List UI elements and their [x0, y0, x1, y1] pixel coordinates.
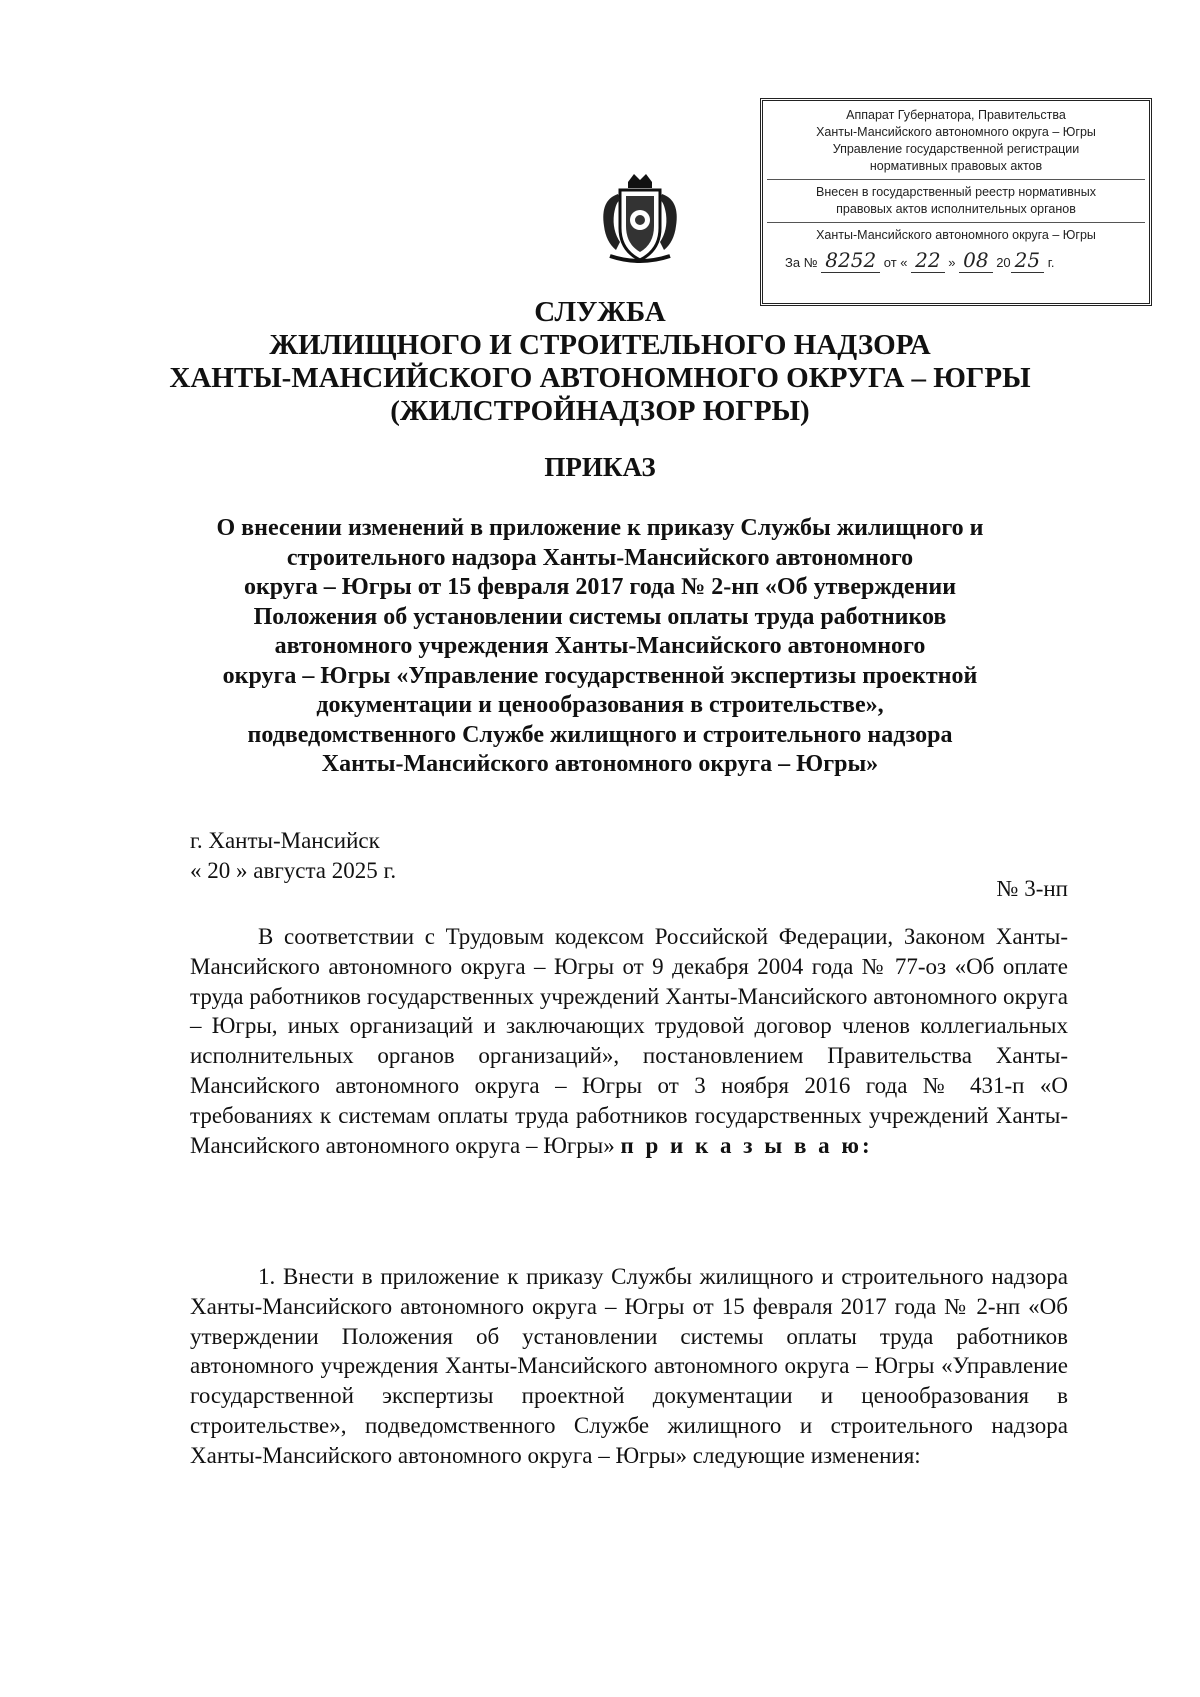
stamp-line-7: Ханты-Мансийского автономного округа – Югры	[816, 228, 1096, 242]
stamp-line-1: Аппарат Губернатора, Правительства	[846, 108, 1066, 122]
reg-year-prefix: 20	[996, 255, 1011, 270]
stamp-line-2: Ханты-Мансийского автономного округа – Югры	[816, 125, 1096, 139]
subject-line: Положения об установлении системы оплаты труда работников	[253, 603, 947, 630]
reg-from: от «	[883, 255, 908, 270]
order-date: « 20 » августа 2025 г.	[190, 858, 397, 883]
stamp-line-5: Внесен в государственный реестр нормативных	[816, 185, 1096, 199]
subject-line: подведомственного Службе жилищного и строительного надзора	[247, 721, 953, 748]
stamp-registration-line	[767, 248, 1145, 272]
org-line-4: (ЖИЛСТРОЙНАДЗОР ЮГРЫ)	[390, 395, 810, 427]
reg-month: 08	[959, 248, 992, 273]
coat-of-arms-icon	[590, 170, 690, 266]
order-subject	[150, 514, 1050, 780]
stamp-line-4: нормативных правовых актов	[869, 159, 1043, 173]
subject-line: О внесении изменений в приложение к приказу Службы жилищного и	[216, 515, 984, 541]
reg-day: 22	[911, 248, 944, 273]
preamble-text: В соответствии с Трудовым кодексом Российской Федерации, Законом Ханты-Мансийского автономного округа – Югры от 9 декабря 2004 года № 77-оз «Об оплате труда работников государственных учреждений Ханты-Мансийского автономного округа – Югры, иных организаций и заключающих трудовой договор членов коллегиальных исполнительных органов организаций», постановлением Правительства Ханты-Мансийского автономного округа – Югры от 3 ноября 2016 года № 431-п «О требованиях к системам оплаты труда работников государственных учреждений Ханты-Мансийского автономного округа – Югры»	[190, 924, 1068, 1158]
order-number: № 3-нп	[996, 876, 1068, 901]
stamp-divider	[767, 222, 1145, 223]
stamp-divider	[767, 179, 1145, 180]
subject-line: автономного учреждения Ханты-Мансийского автономного	[274, 633, 926, 659]
stamp-line-6: правовых актов исполнительных органов	[836, 202, 1076, 216]
place-date-block	[190, 826, 396, 886]
item-1-paragraph: 1. Внести в приложение к приказу Службы жилищного и строительного надзора Ханты-Мансийского автономного округа – Югры от 15 февраля 2017 года № 2-нп «Об утверждении Положения об установлении системы оплаты труда работников автономного учреждения Ханты-Мансийского автономного округа – Югры «Управление государственной экспертизы проектной документации и ценообразования в строительстве», подведомственного Службе жилищного и строительного надзора Ханты-Мансийского автономного округа – Югры» следующие изменения:	[190, 1264, 1068, 1468]
reg-mid: »	[948, 255, 956, 270]
subject-line: Ханты-Мансийского автономного округа – Югры»	[321, 751, 879, 777]
place: г. Ханты-Мансийск	[190, 828, 380, 853]
registration-stamp	[760, 98, 1152, 306]
preamble-paragraph	[190, 922, 1068, 1160]
subject-line: округа – Югры «Управление государственной экспертизы проектной	[222, 662, 978, 689]
reg-number: 8252	[821, 248, 880, 273]
org-line-3: ХАНТЫ-МАНСИЙСКОГО АВТОНОМНОГО ОКРУГА – ЮГРЫ	[169, 362, 1031, 394]
subject-line: округа – Югры от 15 февраля 2017 года № 2-нп «Об утверждении	[243, 574, 957, 600]
order-verb: п р и к а з ы в а ю:	[620, 1132, 873, 1158]
reg-end: г.	[1047, 255, 1055, 270]
stamp-line-3: Управление государственной регистрации	[832, 142, 1080, 156]
subject-line: документации и ценообразования в строительстве»,	[316, 692, 884, 718]
reg-prefix: За №	[785, 255, 818, 270]
organization-header	[150, 296, 1050, 428]
subject-line: строительного надзора Ханты-Мансийского автономного	[286, 544, 914, 571]
reg-year-suffix: 25	[1011, 248, 1044, 273]
org-line-2: ЖИЛИЩНОГО И СТРОИТЕЛЬНОГО НАДЗОРА	[269, 329, 931, 361]
org-line-1: СЛУЖБА	[534, 296, 666, 328]
document-type-title: ПРИКАЗ	[544, 452, 656, 482]
